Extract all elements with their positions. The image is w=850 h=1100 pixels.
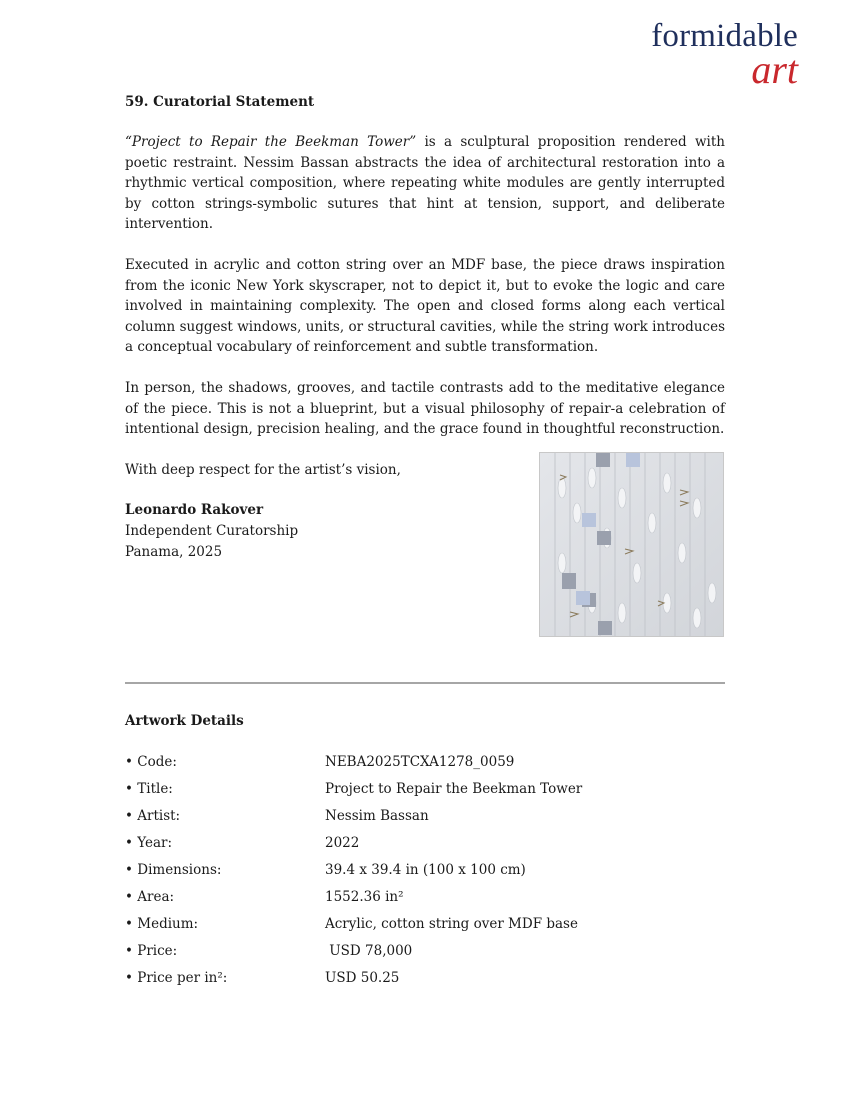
detail-value: Nessim Bassan	[325, 808, 429, 824]
curator-name: Leonardo Rakover	[125, 502, 264, 519]
detail-label: • Title:	[125, 781, 173, 797]
detail-label: • Artist:	[125, 808, 181, 824]
brand-logo	[618, 18, 798, 90]
section-divider	[125, 682, 725, 684]
detail-row-price	[125, 941, 725, 968]
detail-value: NEBA2025TCXA1278_0059	[325, 754, 515, 770]
detail-value: Project to Repair the Beekman Tower	[325, 781, 583, 797]
detail-value: 39.4 x 39.4 in (100 x 100 cm)	[325, 862, 526, 878]
detail-row-artist	[125, 806, 725, 833]
detail-row-medium	[125, 914, 725, 941]
artwork-details-heading: Artwork Details	[125, 713, 244, 729]
detail-row-dimensions	[125, 860, 725, 887]
detail-row-area	[125, 887, 725, 914]
artwork-details-list	[125, 752, 725, 995]
detail-label: • Dimensions:	[125, 862, 222, 878]
closing-line: With deep respect for the artist’s vision,	[125, 461, 401, 478]
detail-row-year	[125, 833, 725, 860]
detail-row-title	[125, 779, 725, 806]
logo-wordmark-top: formidable	[651, 18, 798, 54]
detail-label: • Medium:	[125, 916, 199, 932]
detail-label: • Price:	[125, 943, 178, 959]
curator-place: Panama, 2025	[125, 543, 223, 560]
statement-paragraph-3: In person, the shadows, grooves, and tactile contrasts add to the meditative elegance of the piece. This is not a blueprint, but a visual philosophy of repair-a celebration of intentional design, precision healing, and the grace found in thoughtful reconstruction.	[125, 379, 725, 438]
detail-row-price-per-area	[125, 968, 725, 995]
section-heading: 59. Curatorial Statement	[125, 94, 315, 110]
detail-label: • Price per in²:	[125, 970, 228, 986]
curator-role: Independent Curatorship	[125, 522, 299, 539]
detail-value: 1552.36 in²	[325, 889, 404, 905]
paragraph-1-text: is a sculptural proposition rendered with poetic restraint. Nessim Bassan abstracts the idea of architectural restoration into a rhythmic vertical composition, where repeating white modules are gently interrupted by cotton strings-symbolic sutures that hint at tension, support, and deliberate intervention.	[125, 134, 725, 233]
detail-label: • Code:	[125, 754, 177, 770]
detail-value: 2022	[325, 835, 360, 851]
detail-row-code	[125, 752, 725, 779]
detail-value: USD 78,000	[325, 943, 413, 959]
detail-label: • Area:	[125, 889, 175, 905]
detail-value: Acrylic, cotton string over MDF base	[325, 916, 578, 932]
logo-wordmark-bottom: art	[751, 47, 798, 92]
artwork-image	[539, 452, 724, 637]
artwork-title-quote: “Project to Repair the Beekman Tower”	[125, 134, 417, 150]
detail-label: • Year:	[125, 835, 173, 851]
statement-paragraph-2: Executed in acrylic and cotton string over an MDF base, the piece draws inspiration from the iconic New York skyscraper, not to depict it, but to evoke the logic and care involved in maintaining complexity. The open and closed forms along each vertical column suggest windows, units, or structural cavities, while the string work introduces a conceptual vocabulary of reinforcement and subtle transformation.	[125, 256, 725, 356]
statement-paragraph-1	[125, 132, 725, 235]
detail-value: USD 50.25	[325, 970, 400, 986]
